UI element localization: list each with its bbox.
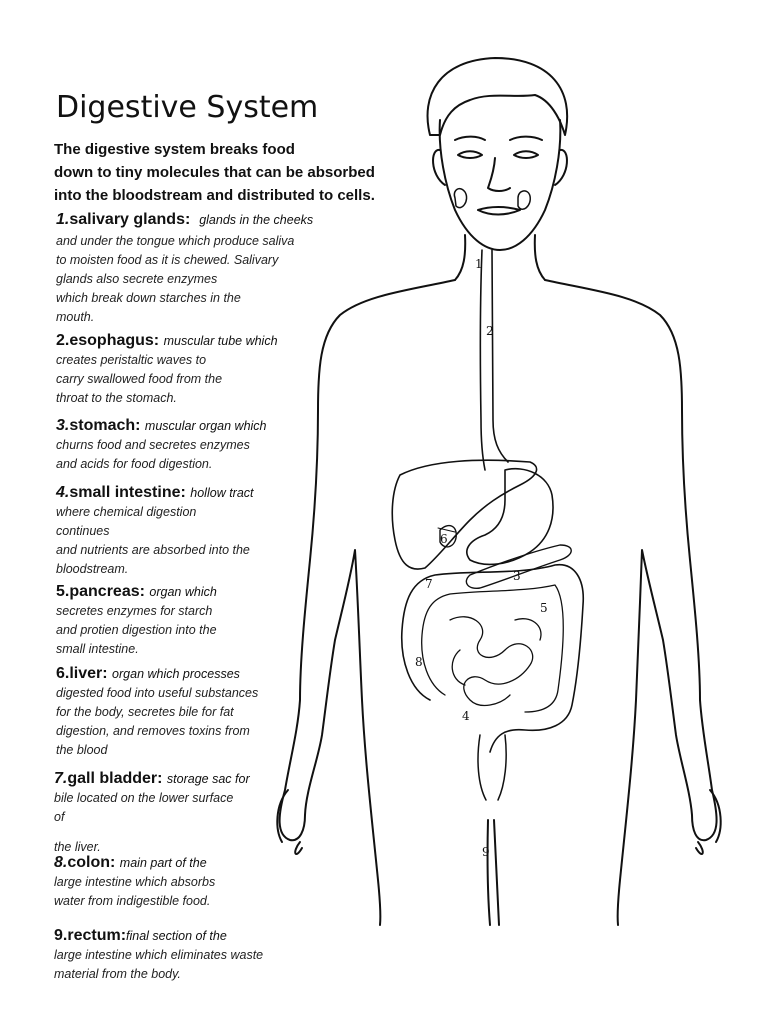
entry-desc-line: mouth. <box>56 310 95 324</box>
entry-desc-line: carry swallowed food from the <box>56 372 223 386</box>
neck-left <box>455 235 465 280</box>
entry-inline-desc: final section of the <box>126 929 227 943</box>
entry-term: esophagus: <box>69 332 160 349</box>
entry-pancreas <box>56 582 217 659</box>
colon <box>402 565 584 752</box>
figure-label-4: 4 <box>462 709 470 723</box>
entry-desc-line: and nutrients are absorbed into the <box>56 543 250 557</box>
left-hand <box>277 790 302 854</box>
small-intestine <box>450 617 541 706</box>
entry-number: 5. <box>56 583 70 600</box>
torso-right-outline <box>545 280 717 925</box>
entry-inline-desc: organ which <box>149 585 217 599</box>
entry-desc-line: bloodstream. <box>56 562 129 576</box>
entry-number: 9. <box>54 927 68 944</box>
left-eye <box>458 151 482 158</box>
entry-inline-desc: storage sac for <box>166 772 250 786</box>
leg-split <box>488 820 499 925</box>
entry-stomach <box>56 416 267 474</box>
entry-desc-line: bile located on the lower surface <box>54 791 234 805</box>
entry-desc-line: which break down starches in the <box>56 291 241 305</box>
entry-term: colon: <box>67 854 116 871</box>
figure-label-3: 3 <box>513 569 521 583</box>
entry-small-intestine <box>56 483 254 579</box>
entry-number: 7. <box>54 770 68 787</box>
entry-desc-line: of <box>54 810 65 824</box>
page-title: Digestive System <box>56 90 319 125</box>
entry-inline-desc: glands in the cheeks <box>199 213 314 227</box>
entry-number: 6. <box>56 665 70 682</box>
entry-esophagus <box>56 331 278 408</box>
entry-term: liver: <box>69 665 108 682</box>
entry-term: small intestine: <box>69 484 186 501</box>
mouth <box>478 207 520 215</box>
entry-rectum <box>54 926 263 984</box>
entry-desc-line: and protien digestion into the <box>56 623 217 637</box>
entry-desc-line: material from the body. <box>54 967 181 981</box>
intro-line: The digestive system breaks food <box>54 141 295 158</box>
entry-desc-line: for the body, secretes bile for fat <box>56 705 234 719</box>
entry-gall-bladder <box>54 769 250 857</box>
entry-desc-line: large intestine which eliminates waste <box>54 948 264 962</box>
entry-number: 3. <box>56 417 70 434</box>
esophagus <box>480 250 508 470</box>
entry-term: pancreas: <box>69 583 145 600</box>
entry-colon <box>54 853 215 911</box>
figure-label-7: 7 <box>425 577 433 591</box>
torso-left-outline <box>280 280 455 925</box>
entry-desc-line: large intestine which absorbs <box>54 875 216 889</box>
entry-inline-desc: hollow tract <box>190 486 254 500</box>
entry-desc-line: and under the tongue which produce saliva <box>56 234 295 248</box>
entry-desc-line: glands also secrete enzymes <box>56 272 218 286</box>
entry-desc-line: digestion, and removes toxins from <box>56 724 250 738</box>
entry-desc-line: water from indigestible food. <box>54 894 211 908</box>
entry-liver <box>56 664 258 760</box>
figure-label-8: 8 <box>415 655 423 669</box>
entry-desc-line: secretes enzymes for starch <box>56 604 213 618</box>
intro-line: down to tiny molecules that can be absorbed <box>54 164 375 181</box>
entry-desc-line: the liver. <box>54 840 101 854</box>
right-eye <box>514 151 538 158</box>
neck-right <box>535 235 545 280</box>
entry-desc-line: throat to the stomach. <box>56 391 177 405</box>
entry-inline-desc: organ which processes <box>112 667 240 681</box>
entry-inline-desc: muscular organ which <box>144 419 267 433</box>
salivary-gland-right <box>518 191 530 209</box>
liver <box>392 460 536 569</box>
entry-desc-line: creates peristaltic waves to <box>56 353 207 367</box>
entry-desc-line: churns food and secretes enzymes <box>56 438 250 452</box>
hair-outline <box>428 58 568 135</box>
entry-inline-desc: main part of the <box>119 856 207 870</box>
entry-desc-line: digested food into useful substances <box>56 686 259 700</box>
entry-term: gall bladder: <box>67 770 163 787</box>
intro-line: into the bloodstream and distributed to cells. <box>54 187 375 204</box>
entry-inline-desc: muscular tube which <box>163 334 278 348</box>
figure-label-1: 1 <box>475 257 483 271</box>
left-eyebrow <box>455 137 485 140</box>
entry-number: 4. <box>56 484 70 501</box>
body-illustration <box>270 50 740 930</box>
entry-term: stomach: <box>69 417 141 434</box>
figure-label-2: 2 <box>486 324 494 338</box>
entry-desc-line: the blood <box>56 743 108 757</box>
entry-number: 2. <box>56 332 70 349</box>
entry-term: rectum: <box>67 927 127 944</box>
nose <box>488 158 510 191</box>
entry-desc-line: where chemical digestion <box>56 505 197 519</box>
entry-desc-line: and acids for food digestion. <box>56 457 213 471</box>
figure-label-5: 5 <box>540 601 548 615</box>
entry-number: 1. <box>56 211 70 228</box>
figure-label-6: 6 <box>440 532 448 546</box>
right-eyebrow <box>510 137 542 140</box>
entry-number: 8. <box>54 854 68 871</box>
entry-desc-line: small intestine. <box>56 642 139 656</box>
entry-desc-spacer <box>54 827 250 838</box>
salivary-gland-left <box>454 189 466 208</box>
figure-label-9: 9 <box>482 845 490 859</box>
entry-desc-line: continues <box>56 524 110 538</box>
entry-desc-line: to moisten food as it is chewed. Salivary <box>56 253 279 267</box>
entry-term: salivary glands: <box>69 211 191 228</box>
